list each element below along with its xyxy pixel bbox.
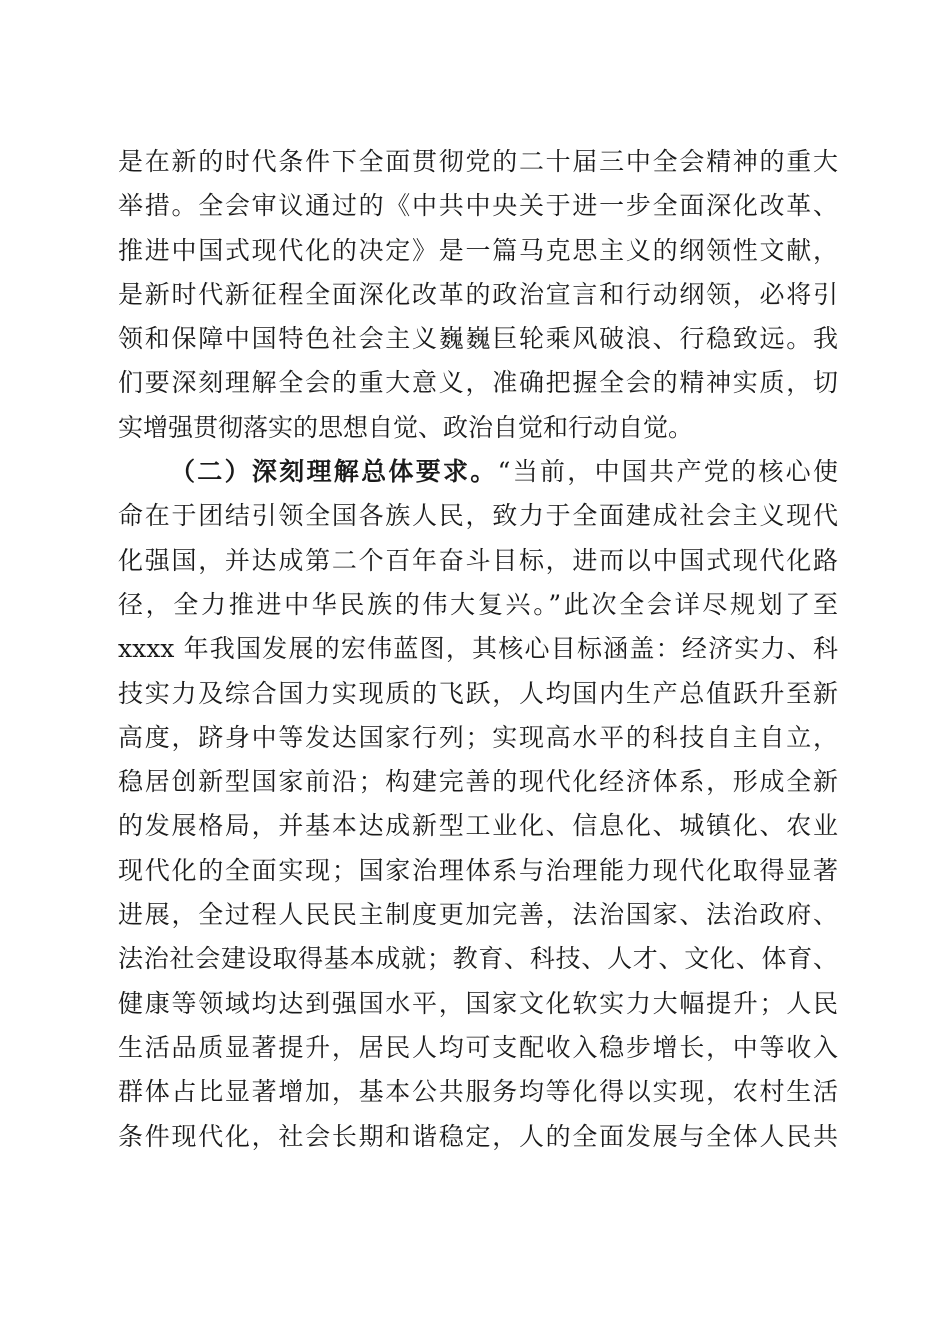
paragraph-line: 实增强贯彻落实的思想自觉、政治自觉和行动自觉。 [118, 412, 694, 442]
section-heading: （二）深刻理解总体要求。 [170, 457, 498, 487]
paragraph-line: 化强国，并达成第二个百年奋斗目标，进而以中国式现代化路 [118, 545, 838, 575]
paragraph-line: 健康等领域均达到强国水平，国家文化软实力大幅提升；人民 [118, 988, 838, 1018]
paragraph-line: 生活品质显著提升，居民人均可支配收入稳步增长，中等收入 [118, 1032, 838, 1062]
paragraph-line: 领和保障中国特色社会主义巍巍巨轮乘风破浪、行稳致远。我 [118, 324, 838, 354]
paragraph-line: 法治社会建设取得基本成就；教育、科技、人才、文化、体育、 [118, 944, 838, 974]
paragraph-line: 的发展格局，并基本达成新型工业化、信息化、城镇化、农业 [118, 811, 838, 841]
paragraph-1 [118, 140, 838, 450]
paragraph-line: 推进中国式现代化的决定》是一篇马克思主义的纲领性文献， [118, 235, 838, 265]
paragraph-line: 稳居创新型国家前沿；构建完善的现代化经济体系，形成全新 [118, 767, 838, 797]
paragraph-line: 是在新的时代条件下全面贯彻党的二十届三中全会精神的重大 [118, 147, 838, 176]
paragraph-2 [118, 450, 838, 1159]
paragraph-line: 举措。全会审议通过的《中共中央关于进一步全面深化改革、 [118, 191, 838, 221]
paragraph-line: 命在于团结引领全国各族人民，致力于全面建成社会主义现代 [118, 501, 838, 531]
body-text [118, 140, 838, 1159]
paragraph-line: 们要深刻理解全会的重大意义，准确把握全会的精神实质，切 [118, 368, 838, 398]
paragraph-line: 高度，跻身中等发达国家行列；实现高水平的科技自主自立， [118, 722, 838, 752]
paragraph-line: 群体占比显著增加，基本公共服务均等化得以实现，农村生活 [118, 1077, 838, 1107]
first-line-text: “当前，中国共产党的核心使 [497, 457, 838, 487]
paragraph-first-line [118, 450, 838, 494]
paragraph-line: xxxx 年我国发展的宏伟蓝图，其核心目标涵盖：经济实力、科 [118, 634, 838, 664]
paragraph-line: 条件现代化，社会长期和谐稳定，人的全面发展与全体人民共 [118, 1121, 838, 1151]
paragraph-line: 进展，全过程人民民主制度更加完善，法治国家、法治政府、 [118, 900, 838, 930]
paragraph-line: 现代化的全面实现；国家治理体系与治理能力现代化取得显著 [118, 855, 838, 885]
paragraph-line: 径，全力推进中华民族的伟大复兴。”此次全会详尽规划了至 [118, 589, 838, 619]
paragraph-line: 技实力及综合国力实现质的飞跃，人均国内生产总值跃升至新 [118, 678, 838, 708]
paragraph-line: 是新时代新征程全面深化改革的政治宣言和行动纲领，必将引 [118, 279, 838, 309]
